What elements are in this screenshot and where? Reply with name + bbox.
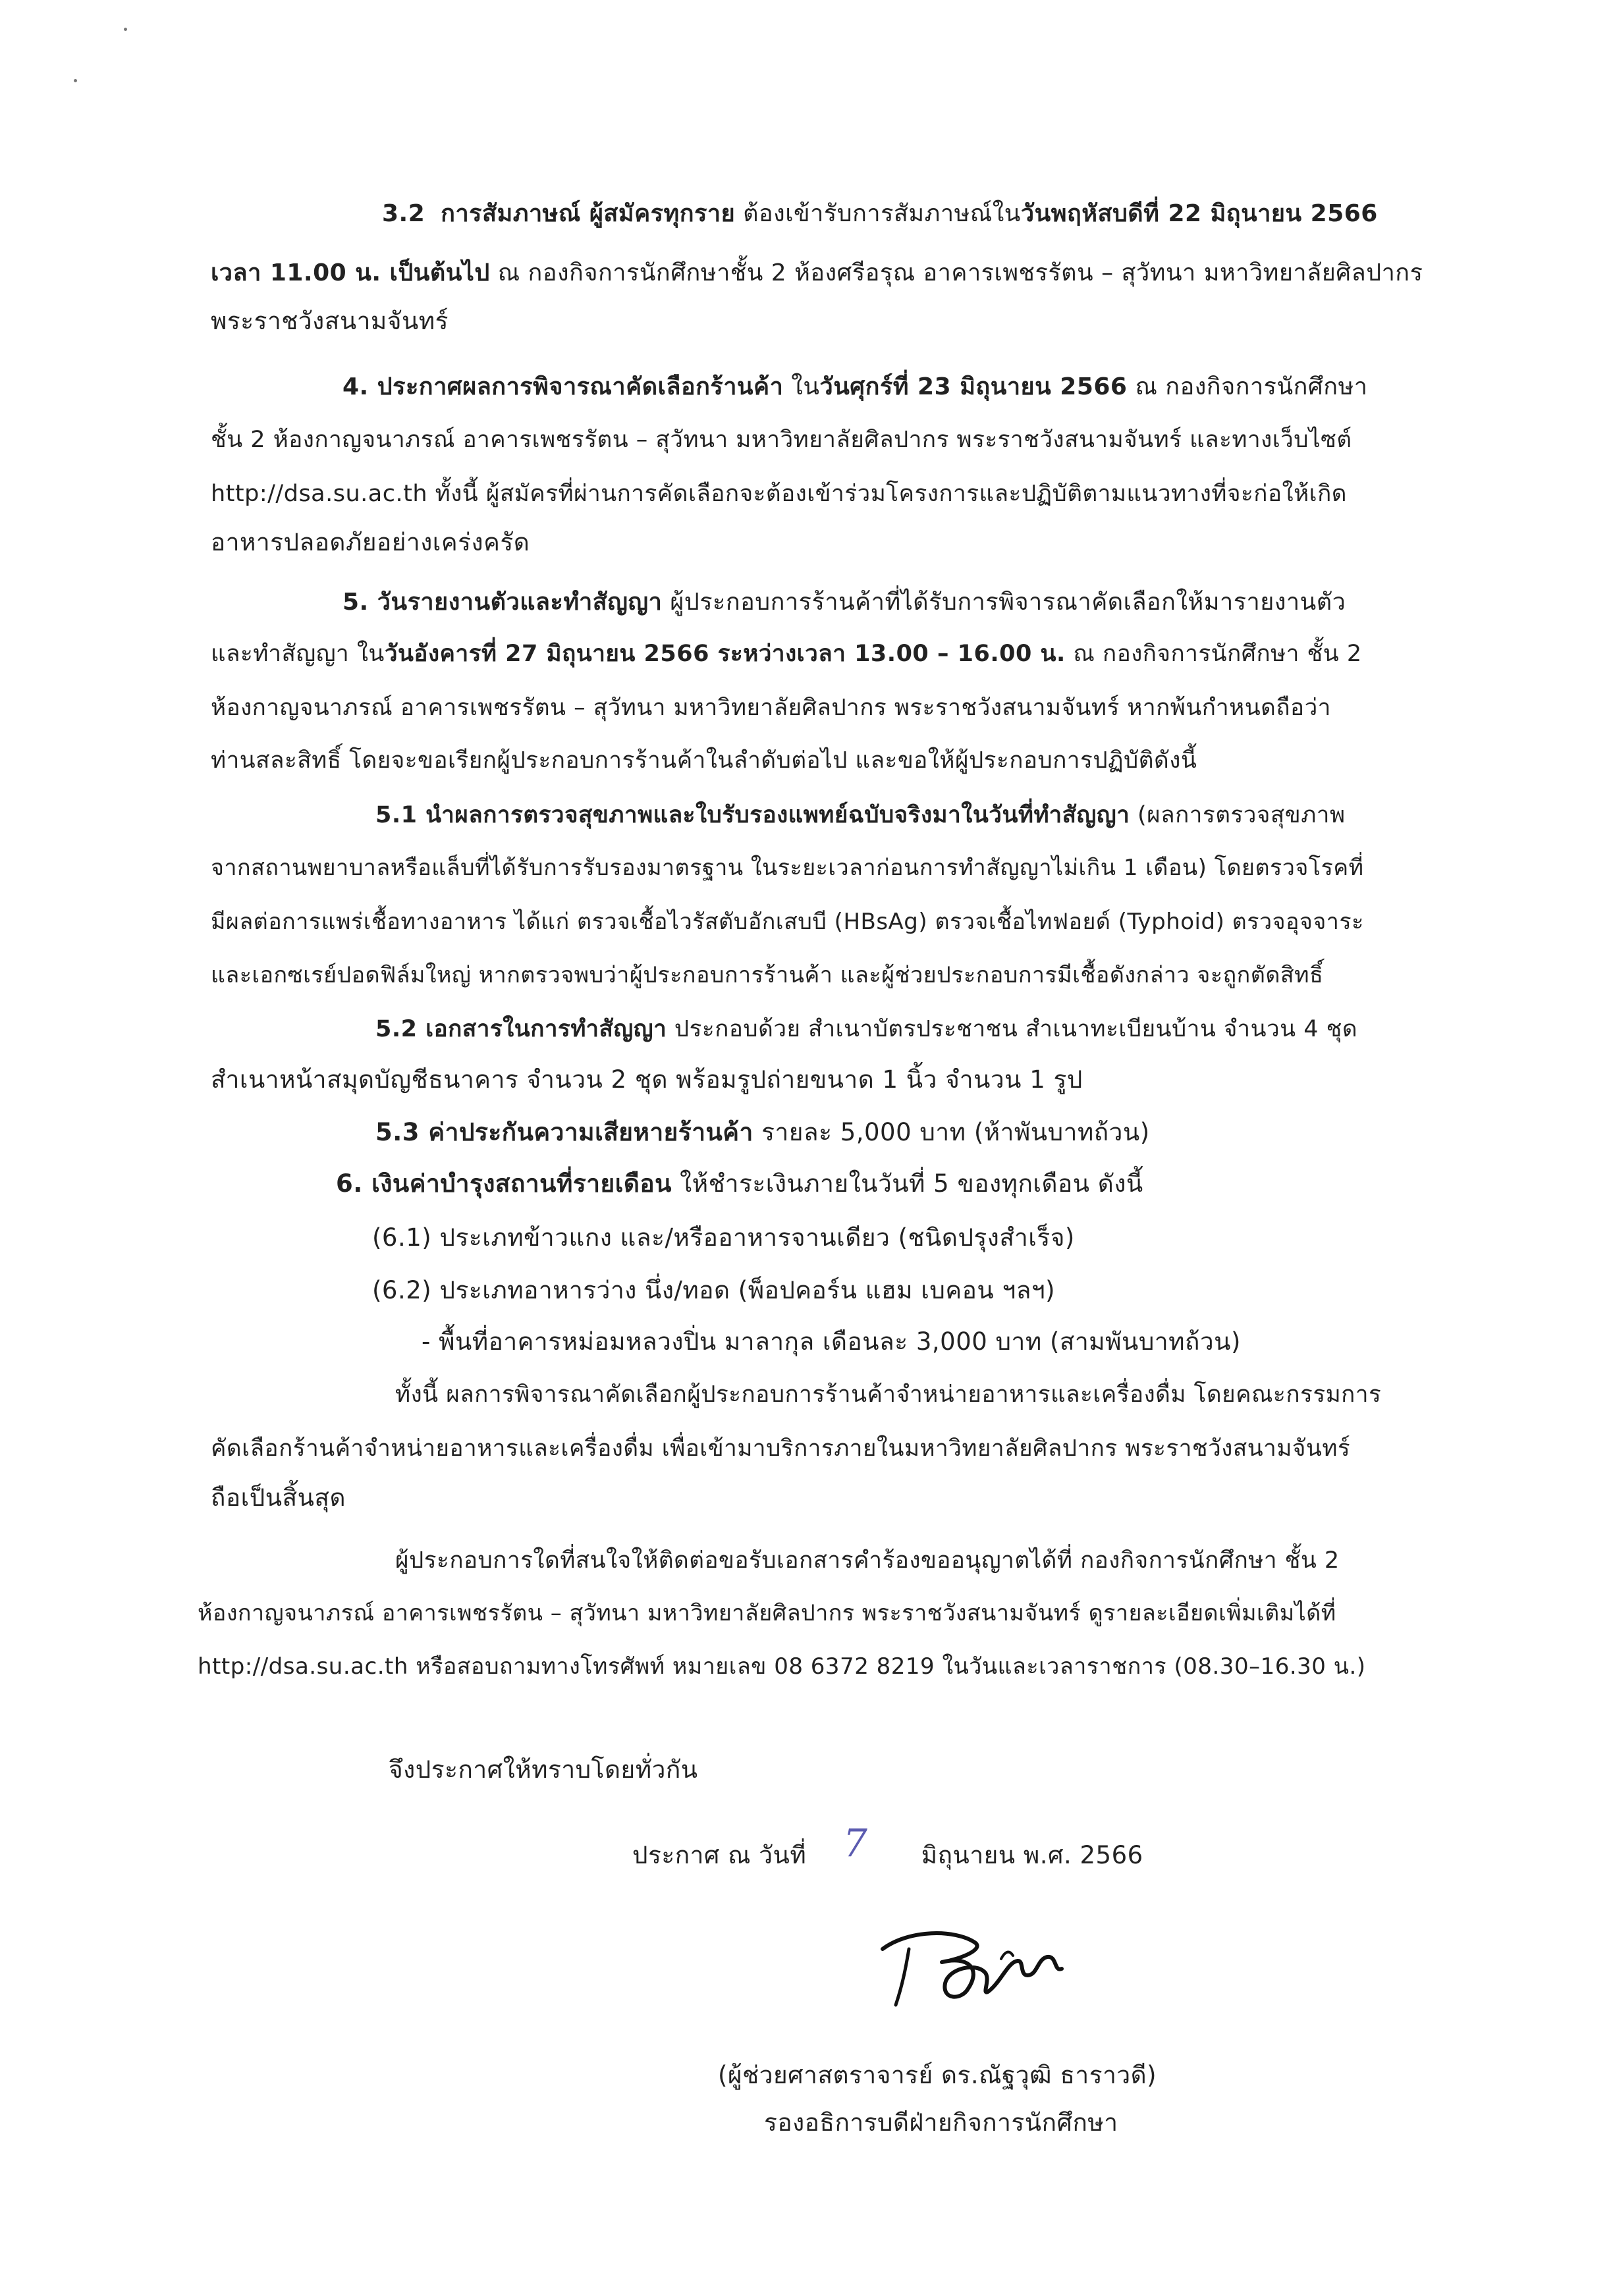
section-5-line-4: ท่านสละสิทธิ์ โดยจะขอเรียกผู้ประกอบการร้านค้าในลำดับต่อไป และขอให้ผู้ประกอบการปฏิบัติดังนี้ (211, 747, 1197, 774)
section-3-2-line-3: พระราชวังสนามจันทร์ (211, 307, 449, 335)
section-4-line-4: อาหารปลอดภัยอย่างเคร่งครัด (211, 528, 530, 556)
closing-statement: จึงประกาศให้ทราบโดยทั่วกัน (389, 1755, 698, 1784)
decision-line-3: ถือเป็นสิ้นสุด (211, 1483, 346, 1512)
section-4-line-1: 4. ประกาศผลการพิจารณาคัดเลือกร้านค้า ในวันศุกร์ที่ 23 มิถุนายน 2566 ณ กองกิจการนักศึกษา (342, 373, 1368, 400)
section-5-1-line-4: และเอกซเรย์ปอดฟิล์มใหญ่ หากตรวจพบว่าผู้ประกอบการร้านค้า และผู้ช่วยประกอบการมีเชื้อดังกล่าว จะถูกตัดสิทธิ์ (211, 962, 1324, 988)
section-5-1-line-1: 5.1 นำผลการตรวจสุขภาพและใบรับรองแพทย์ฉบับจริงมาในวันที่ทำสัญญา (ผลการตรวจสุขภาพ (375, 802, 1346, 828)
section-5-line-1: 5. วันรายงานตัวและทำสัญญา ผู้ประกอบการร้านค้าที่ได้รับการพิจารณาคัดเลือกให้มารายงานตัว (342, 589, 1346, 616)
section-4-line-3: http://dsa.su.ac.th ทั้งนี้ ผู้สมัครที่ผ่านการคัดเลือกจะต้องเข้าร่วมโครงการและปฏิบัติตามแนวทางที่จะก่อให้เกิด (211, 481, 1348, 507)
scan-speck (74, 79, 77, 82)
section-6-1: (6.1) ประเภทข้าวแกง และ/หรืออาหารจานเดียว (ชนิดปรุงสำเร็จ) (372, 1223, 1075, 1252)
section-5-3: 5.3 ค่าประกันความเสียหายร้านค้า รายละ 5,000 บาท (ห้าพันบาทถ้วน) (375, 1118, 1150, 1146)
decision-line-1: ทั้งนี้ ผลการพิจารณาคัดเลือกผู้ประกอบการร้านค้าจำหน่ายอาหารและเครื่องดื่ม โดยคณะกรรมการ (395, 1381, 1382, 1408)
contact-line-3: http://dsa.su.ac.th หรือสอบถามทางโทรศัพท์ หมายเลข 08 6372 8219 ในวันและเวลาราชการ (08.30–16.30 น.) (198, 1653, 1366, 1680)
section-3-2-line-1: 3.2 การสัมภาษณ์ ผู้สมัครทุกราย ต้องเข้ารับการสัมภาษณ์ในวันพฤหัสบดีที่ 22 มิถุนายน 2566 (382, 200, 1378, 227)
handwritten-day: 7 (843, 1821, 867, 1865)
signer-title: รองอธิการบดีฝ่ายกิจการนักศึกษา (764, 2108, 1118, 2137)
section-5-2-line-1: 5.2 เอกสารในการทำสัญญา ประกอบด้วย สำเนาบัตรประชาชน สำเนาทะเบียนบ้าน จำนวน 4 ชุด (375, 1016, 1358, 1042)
scan-speck (124, 28, 127, 31)
section-6-line-1: 6. เงินค่าบำรุงสถานที่รายเดือน ให้ชำระเงินภายในวันที่ 5 ของทุกเดือน ดังนี้ (336, 1169, 1143, 1198)
section-4-line-2: ชั้น 2 ห้องกาญจนาภรณ์ อาคารเพชรรัตน – สุวัทนา มหาวิทยาลัยศิลปากร พระราชวังสนามจันทร์ และทางเว็บไซต์ (211, 427, 1352, 453)
section-5-1-line-2: จากสถานพยาบาลหรือแล็บที่ได้รับการรับรองมาตรฐาน ในระยะเวลาก่อนการทำสัญญาไม่เกิน 1 เดือน) โดยตรวจโรคที่ (211, 855, 1364, 881)
contact-line-2: ห้องกาญจนาภรณ์ อาคารเพชรรัตน – สุวัทนา มหาวิทยาลัยศิลปากร พระราชวังสนามจันทร์ ดูรายละเอียดเพิ่มเติมได้ที่ (198, 1600, 1336, 1626)
signature (869, 1923, 1074, 2015)
section-5-1-line-3: มีผลต่อการแพร่เชื้อทางอาหาร ได้แก่ ตรวจเชื้อไวรัสตับอักเสบบี (HBsAg) ตรวจเชื้อไทฟอยด์ (Typhoid) ตรวจอุจจาระ (211, 909, 1364, 935)
signer-name: (ผู้ช่วยศาสตราจารย์ ดร.ณัฐวุฒิ ธาราวดี) (718, 2061, 1157, 2089)
section-3-2-line-2: เวลา 11.00 น. เป็นต้นไป ณ กองกิจการนักศึกษาชั้น 2 ห้องศรีอรุณ อาคารเพชรรัตน – สุวัทนา มหาวิทยาลัยศิลปากร (211, 259, 1423, 286)
section-5-line-3: ห้องกาญจนาภรณ์ อาคารเพชรรัตน – สุวัทนา มหาวิทยาลัยศิลปากร พระราชวังสนามจันทร์ หากพ้นกำหนดถือว่า (211, 695, 1331, 721)
section-5-2-line-2: สำเนาหน้าสมุดบัญชีธนาคาร จำนวน 2 ชุด พร้อมรูปถ่ายขนาด 1 นิ้ว จำนวน 1 รูป (211, 1065, 1083, 1094)
announcement-date: ประกาศ ณ วันที่ มิถุนายน พ.ศ. 2566 (632, 1841, 1143, 1869)
decision-line-2: คัดเลือกร้านค้าจำหน่ายอาหารและเครื่องดื่ม เพื่อเข้ามาบริการภายในมหาวิทยาลัยศิลปากร พระราชวังสนามจันทร์ (211, 1435, 1351, 1462)
section-6-2: (6.2) ประเภทอาหารว่าง นึ่ง/ทอด (พ็อปคอร์น แฮม เบคอน ฯลฯ) (372, 1276, 1056, 1304)
section-6-area-fee: - พื้นที่อาคารหม่อมหลวงปิ่น มาลากุล เดือนละ 3,000 บาท (สามพันบาทถ้วน) (422, 1327, 1241, 1356)
section-5-line-2: และทำสัญญา ในวันอังคารที่ 27 มิถุนายน 2566 ระหว่างเวลา 13.00 – 16.00 น. ณ กองกิจการนักศึกษา ชั้น 2 (211, 641, 1362, 667)
contact-line-1: ผู้ประกอบการใดที่สนใจให้ติดต่อขอรับเอกสารคำร้องขออนุญาตได้ที่ กองกิจการนักศึกษา ชั้น 2 (395, 1547, 1340, 1574)
